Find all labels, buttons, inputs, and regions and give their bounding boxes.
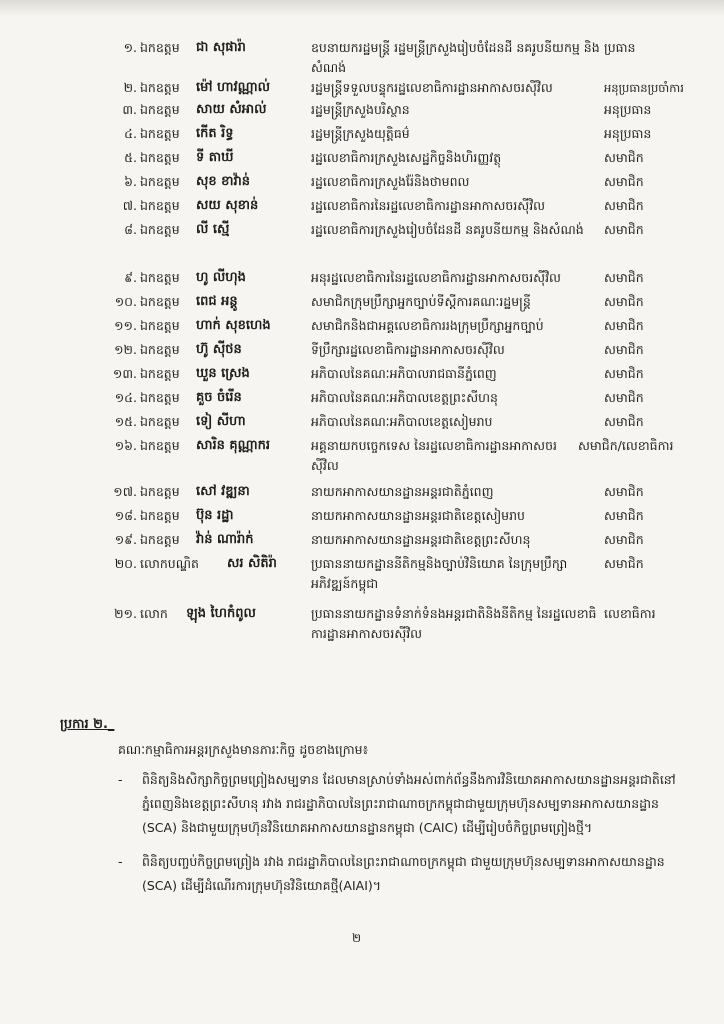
member-number: ១៩. — [114, 532, 137, 547]
member-title: ឯកឧត្តម — [140, 342, 180, 357]
member-position: នាយកអាកាសយានដ្ឋានអន្តរជាតិខេត្តព្រះសីហនុ — [311, 532, 531, 547]
member-number: ១៨. — [114, 508, 137, 523]
member-number: ១១. — [114, 318, 137, 333]
member-title: ឯកឧត្តម — [140, 198, 180, 213]
member-row — [0, 436, 724, 482]
member-title: ឯកឧត្តម — [140, 532, 180, 547]
member-title: ឯកឧត្តម — [140, 102, 180, 117]
member-row — [0, 482, 724, 506]
member-title: ឯកឧត្តម — [140, 80, 180, 95]
member-row — [0, 38, 724, 78]
member-role: សមាជិក — [604, 366, 644, 381]
member-name: ទៀ សីហា — [196, 414, 246, 429]
duty-text: ពិនិត្យនិងសិក្សាកិច្ចព្រមព្រៀងសម្បទាន ដែលមានស្រាប់ទាំងអស់ពាក់ព័ន្ធនឹងការវិនិយោគអាកាសយានដ្ឋានអន្តរជាតិនៅភ្នំពេញនិងខេត្តព្រះសីហនុ រវាង រាជរដ្ឋាភិបាលនៃព្រះរាជាណាចក្រកម្ពុជាជាមួយក្រុមហ៊ុនសម្បទានអាកាសយានដ្ឋាន (SCA) និងជាមួយក្រុមហ៊ុនវិនិយោគអាកាសយានដ្ឋានកម្ពុជា (CAIC) ដើម្បីរៀបចំកិច្ចព្រមព្រៀងថ្មី។ — [142, 772, 676, 835]
member-title: ឯកឧត្តម — [140, 270, 180, 285]
member-role: សមាជិក — [604, 294, 644, 309]
member-name: សយ សុខាន់ — [196, 198, 259, 213]
member-position: រដ្ឋមន្ត្រីក្រសួងយុត្តិធម៌ — [311, 126, 410, 141]
member-row — [0, 388, 724, 412]
member-role: ប្រធាន — [604, 40, 636, 55]
member-row — [0, 220, 724, 268]
member-position: សមាជិកក្រុមប្រឹក្សាអ្នកច្បាប់ទីស្តីការគណៈរដ្ឋមន្ត្រី — [311, 294, 531, 309]
scan-top-edge — [0, 0, 724, 16]
member-number: ៨. — [124, 222, 137, 237]
member-number: ១៣. — [112, 366, 137, 381]
member-row — [0, 78, 724, 100]
dash-bullet-icon: - — [118, 854, 123, 869]
member-number: ២. — [123, 80, 137, 95]
member-role: សមាជិក/លេខាធិការ — [578, 438, 674, 453]
member-name: កើត រិទ្ធ — [196, 126, 234, 141]
member-position: ឧបនាយករដ្ឋមន្ត្រី រដ្ឋមន្ត្រីក្រសួងរៀបចំដែនដី នគរូបនីយកម្ម និងសំណង់ — [311, 40, 600, 75]
member-role: អនុប្រធាន — [604, 102, 652, 117]
member-role: សមាជិក — [604, 174, 644, 189]
page-number: ២ — [352, 931, 362, 945]
member-position: រដ្ឋលេខាធិការក្រសួងរៀបចំដែនដី នគរូបនីយកម្ម និងសំណង់ — [311, 222, 584, 237]
member-number: ៥. — [124, 150, 137, 165]
member-number: ១៧. — [113, 484, 137, 499]
member-number: ១. — [123, 40, 137, 55]
member-number: ៩. — [124, 270, 137, 285]
member-title: ឯកឧត្តម — [140, 484, 180, 499]
member-position: អគ្គនាយកបច្ចេកទេស នៃរដ្ឋលេខាធិការដ្ឋានអាកាសចរស៊ីវិល — [311, 438, 557, 473]
member-row — [0, 316, 724, 340]
member-role: សមាជិក — [604, 270, 644, 285]
member-number: ៣. — [122, 102, 137, 117]
member-position: ប្រធាននាយកដ្ឋានទំនាក់ទំនងអន្តរជាតិនិងនីតិកម្ម នៃរដ្ឋលេខាធិការដ្ឋានអាកាសចរស៊ីវិល — [311, 606, 597, 641]
member-number: ៤. — [124, 126, 137, 141]
member-number: ២០. — [114, 556, 137, 571]
member-name: ហ៊ូ ស៊ីថន — [196, 342, 242, 357]
member-title: ឯកឧត្តម — [140, 508, 180, 523]
member-title: ឯកឧត្តម — [140, 414, 180, 429]
member-title: ឯកឧត្តម — [140, 40, 180, 55]
member-name: ពេជ អន្តូ — [196, 294, 238, 309]
member-name: សរ សិតិរ៉ា — [227, 556, 277, 571]
member-role: លេខាធិការ — [604, 606, 656, 621]
member-role: អនុប្រធានប្រចាំការ — [604, 81, 684, 95]
member-number: ១៦. — [114, 438, 137, 453]
article-heading: ប្រការ ២._ — [60, 717, 115, 732]
member-role: សមាជិក — [604, 532, 644, 547]
member-position: អភិបាលនៃគណៈអភិបាលខេត្តសៀមរាប — [311, 414, 493, 429]
member-number: ១០. — [114, 294, 137, 309]
member-role: សមាជិក — [604, 150, 644, 165]
member-position: អនុរដ្ឋលេខាធិការនៃរដ្ឋលេខាធិការដ្ឋានអាកាសចរស៊ីវិល — [311, 270, 561, 285]
member-role: សមាជិក — [604, 342, 644, 357]
member-name: សុខ ខាវ៉ាន់ — [196, 174, 251, 189]
duty-item — [118, 850, 678, 898]
member-name: ម៉ៅ ហាវណ្ណាល់ — [196, 80, 271, 95]
member-number: ២១. — [114, 606, 137, 621]
member-role: សមាជិក — [604, 508, 644, 523]
member-role: សមាជិក — [604, 414, 644, 429]
member-title: ឯកឧត្តម — [140, 174, 180, 189]
member-name: សារិន គុណ្ណាករ — [196, 438, 271, 453]
member-row — [0, 292, 724, 316]
member-position: រដ្ឋមន្ត្រីក្រសួងបរិស្ថាន — [311, 102, 410, 117]
member-row — [0, 124, 724, 148]
member-role: សមាជិក — [604, 318, 644, 333]
member-row — [0, 364, 724, 388]
member-role: សមាជិក — [604, 556, 644, 571]
member-position: រដ្ឋលេខាធិការនៃរដ្ឋលេខាធិការដ្ឋានអាកាសចរស៊ីវិល — [311, 198, 546, 213]
member-title: ឯកឧត្តម — [140, 318, 180, 333]
member-name: លី ស្មើ — [196, 222, 230, 237]
member-row — [0, 100, 724, 124]
member-name: ប៊ុន រដ្ឋា — [196, 508, 234, 523]
member-name: ឡុង ហៃកំពូល — [186, 606, 256, 621]
member-title: ឯកឧត្តម — [140, 390, 180, 405]
duty-list — [118, 768, 678, 908]
member-position: រដ្ឋមន្ត្រីទទួលបន្ទុករដ្ឋលេខាធិការដ្ឋានអាកាសចរស៊ីវិល — [311, 80, 553, 95]
member-position: អភិបាលនៃគណៈអភិបាលរាជធានីភ្នំពេញ — [311, 366, 497, 381]
member-row — [0, 604, 724, 652]
member-title: ឯកឧត្តម — [140, 150, 180, 165]
member-row — [0, 554, 724, 604]
dash-bullet-icon: - — [118, 772, 123, 787]
duty-item — [118, 768, 678, 840]
member-row — [0, 530, 724, 554]
member-name: ឃួន ស្រេង — [196, 366, 250, 381]
member-number: ១២. — [114, 342, 137, 357]
member-row — [0, 172, 724, 196]
member-number: ១៥. — [114, 414, 137, 429]
member-name: ជា សុផារ៉ា — [196, 40, 246, 55]
member-number: ១៤. — [114, 390, 137, 405]
member-name: ហូ លីហុង — [196, 270, 246, 285]
member-name: វ៉ាន់ ណារ៉ាក់ — [196, 532, 254, 547]
member-title: ឯកឧត្តម — [140, 126, 180, 141]
member-title: ឯកឧត្តម — [140, 222, 180, 237]
member-list — [0, 38, 724, 652]
member-name: សៅ វឌ្ឍនា — [196, 484, 250, 499]
member-title: ឯកឧត្តម — [140, 294, 180, 309]
member-row — [0, 268, 724, 292]
member-title: លោកបណ្ឌិត — [140, 556, 199, 571]
member-role: អនុប្រធាន — [604, 126, 652, 141]
member-position: រដ្ឋលេខាធិការក្រសួងសេដ្ឋកិច្ចនិងហិរញ្ញវត្ថុ — [311, 150, 502, 165]
member-name: ទី តាឃី — [196, 150, 234, 165]
member-role: សមាជិក — [604, 484, 644, 499]
member-position: អភិបាលនៃគណៈអភិបាលខេត្តព្រះសីហនុ — [311, 390, 498, 405]
member-name: សាយ សំអាល់ — [196, 102, 267, 117]
member-role: សមាជិក — [604, 390, 644, 405]
member-position: នាយកអាកាសយានដ្ឋានអន្តរជាតិភ្នំពេញ — [311, 484, 494, 499]
member-position: សមាជិកនិងជាអគ្គលេខាធិការរងក្រុមប្រឹក្សាអ្នកច្បាប់ — [311, 318, 544, 333]
member-title: ឯកឧត្តម — [140, 438, 180, 453]
member-position: ទីប្រឹក្សារដ្ឋលេខាធិការដ្ឋានអាកាសចរស៊ីវិល — [311, 342, 505, 357]
member-name: ហាក់ សុខហេង — [196, 318, 271, 333]
member-role: សមាជិក — [604, 198, 644, 213]
member-position: នាយកអាកាសយានដ្ឋានអន្តរជាតិខេត្តសៀមរាប — [311, 508, 525, 523]
article-intro: គណៈកម្មាធិការអន្តរក្រសួងមានភារៈកិច្ច ដូចខាងក្រោម៖ — [118, 742, 369, 757]
member-position: រដ្ឋលេខាធិការក្រសួងរ៉ែនិងថាមពល — [311, 174, 470, 189]
member-row — [0, 196, 724, 220]
member-row — [0, 506, 724, 530]
member-title: លោក — [140, 606, 168, 621]
member-number: ៦. — [124, 174, 137, 189]
member-row — [0, 148, 724, 172]
member-row — [0, 340, 724, 364]
member-number: ៧. — [122, 198, 137, 213]
member-title: ឯកឧត្តម — [140, 366, 180, 381]
duty-text: ពិនិត្យបញ្ចប់កិច្ចព្រមព្រៀង រវាង រាជរដ្ឋាភិបាលនៃព្រះរាជាណាចក្រកម្ពុជា ជាមួយក្រុមហ៊ុនសម្បទានអាកាសយានដ្ឋាន (SCA) ដើម្បីដំណើរការក្រុមហ៊ុនវិនិយោគថ្មី(AIAI)។ — [142, 854, 665, 893]
member-role: សមាជិក — [604, 222, 644, 237]
member-row — [0, 412, 724, 436]
member-position: ប្រធាននាយកដ្ឋាននីតិកម្មនិងច្បាប់វិនិយោគ នៃក្រុមប្រឹក្សាអភិវឌ្ឍន៍កម្ពុជា — [311, 556, 568, 591]
member-name: គួច ចំរើន — [196, 390, 242, 405]
